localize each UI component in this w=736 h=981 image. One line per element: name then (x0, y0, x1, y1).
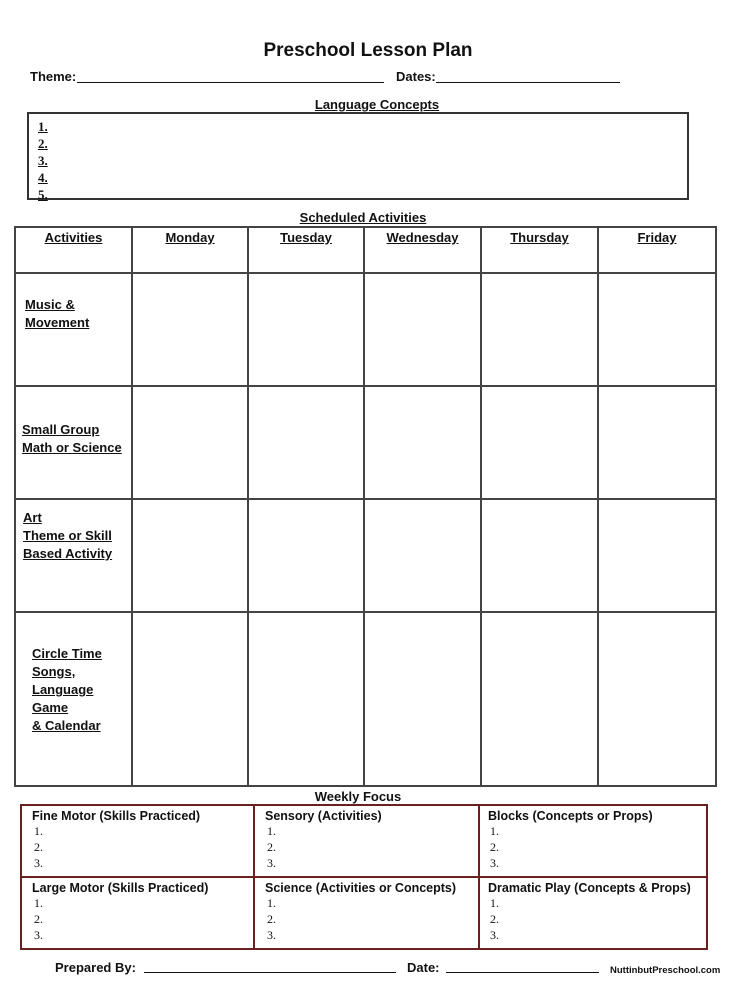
activities-header-cell (15, 227, 132, 273)
weekly-focus-cell[interactable] (479, 877, 707, 949)
weekly-focus-row (21, 805, 707, 877)
weekly-focus-heading: Weekly Focus (314, 789, 402, 804)
weekly-focus-list-item[interactable]: 2. (490, 912, 499, 926)
weekly-focus-list (265, 895, 478, 943)
activity-label-cell (15, 273, 132, 386)
activity-row (15, 499, 716, 612)
language-concept-item[interactable]: 1. (38, 119, 48, 134)
schedule-cell[interactable] (598, 499, 716, 612)
language-concepts-heading: Language Concepts (314, 97, 440, 112)
prepared-by-label: Prepared By: (55, 960, 136, 975)
language-concepts-box (27, 112, 689, 200)
activity-label-cell (15, 386, 132, 499)
schedule-cell[interactable] (364, 386, 481, 499)
weekly-focus-cell-title: Fine Motor (Skills Practiced) (32, 809, 201, 823)
activity-label-line: Art (23, 510, 42, 525)
weekly-focus-list-item[interactable]: 3. (34, 928, 43, 942)
page-title: Preschool Lesson Plan (263, 40, 473, 61)
day-header-cell (248, 227, 364, 273)
schedule-cell[interactable] (132, 612, 248, 786)
schedule-cell[interactable] (248, 612, 364, 786)
weekly-focus-cell-title: Large Motor (Skills Practiced) (32, 881, 209, 895)
weekly-focus-list-item[interactable]: 2. (267, 912, 276, 926)
weekly-focus-list-item[interactable]: 1. (490, 824, 499, 838)
weekly-focus-list-item[interactable]: 1. (267, 824, 276, 838)
scheduled-activities-heading: Scheduled Activities (299, 210, 427, 225)
site-credit: NuttinbutPreschool.com (610, 965, 721, 976)
weekly-focus-cell-title: Science (Activities or Concepts) (265, 881, 457, 895)
weekly-focus-list (32, 895, 253, 943)
weekly-focus-list-item[interactable]: 2. (34, 912, 43, 926)
footer-date-field-line[interactable] (446, 972, 599, 973)
weekly-focus-row (21, 877, 707, 949)
day-column-label: Wednesday (386, 230, 459, 245)
day-header-cell (481, 227, 598, 273)
schedule-cell[interactable] (364, 612, 481, 786)
activities-column-label: Activities (44, 230, 103, 245)
schedule-cell[interactable] (248, 386, 364, 499)
activity-label-line: Based Activity (23, 546, 113, 561)
weekly-focus-cell-title: Dramatic Play (Concepts & Props) (488, 881, 691, 895)
activity-label-line: Movement (25, 315, 90, 330)
day-column-label: Monday (165, 230, 215, 245)
language-concepts-list (29, 114, 687, 203)
schedule-cell[interactable] (248, 273, 364, 386)
schedule-cell[interactable] (248, 499, 364, 612)
language-concept-item[interactable]: 4. (38, 170, 48, 185)
weekly-focus-list (488, 895, 706, 943)
weekly-focus-grid (20, 804, 708, 950)
weekly-focus-list-item[interactable]: 2. (490, 840, 499, 854)
weekly-focus-list (265, 823, 478, 871)
activity-row (15, 386, 716, 499)
schedule-cell[interactable] (481, 273, 598, 386)
schedule-header-row (15, 227, 716, 273)
weekly-focus-list-item[interactable]: 3. (267, 856, 276, 870)
weekly-focus-list-item[interactable]: 3. (267, 928, 276, 942)
activity-label-line: Math or Science (22, 440, 122, 455)
activity-row (15, 612, 716, 786)
language-concept-item[interactable]: 3. (38, 153, 48, 168)
activity-label-line: Language (32, 682, 94, 697)
weekly-focus-list-item[interactable]: 3. (490, 856, 499, 870)
day-header-cell (132, 227, 248, 273)
schedule-cell[interactable] (364, 499, 481, 612)
activity-label-cell (15, 612, 132, 786)
weekly-focus-list-item[interactable]: 1. (34, 824, 43, 838)
schedule-cell[interactable] (598, 612, 716, 786)
weekly-focus-list-item[interactable]: 1. (34, 896, 43, 910)
activity-label-line: Music & (25, 297, 75, 312)
day-column-label: Friday (637, 230, 677, 245)
schedule-cell[interactable] (132, 273, 248, 386)
footer-date-label: Date: (407, 960, 440, 975)
schedule-cell[interactable] (481, 386, 598, 499)
weekly-focus-cell[interactable] (21, 877, 254, 949)
schedule-cell[interactable] (132, 499, 248, 612)
activity-label-line: Theme or Skill (23, 528, 112, 543)
weekly-focus-list-item[interactable]: 2. (34, 840, 43, 854)
schedule-grid (14, 226, 717, 787)
theme-field-line[interactable] (77, 82, 384, 83)
weekly-focus-cell[interactable] (21, 805, 254, 877)
activity-label-cell (15, 499, 132, 612)
theme-label: Theme: (30, 69, 77, 84)
activity-label-line: & Calendar (32, 718, 101, 733)
schedule-cell[interactable] (481, 499, 598, 612)
prepared-by-field-line[interactable] (144, 972, 396, 973)
weekly-focus-list-item[interactable]: 1. (490, 896, 499, 910)
language-concept-item[interactable]: 5. (38, 187, 48, 202)
weekly-focus-cell-title: Sensory (Activities) (265, 809, 382, 823)
activity-label-line: Circle Time (32, 646, 102, 661)
activity-row (15, 273, 716, 386)
weekly-focus-cell[interactable] (479, 805, 707, 877)
activity-label-line: Songs, (32, 664, 76, 679)
day-header-cell (364, 227, 481, 273)
dates-label: Dates: (396, 69, 436, 84)
schedule-cell[interactable] (132, 386, 248, 499)
schedule-cell[interactable] (481, 612, 598, 786)
weekly-focus-list (32, 823, 253, 871)
schedule-cell[interactable] (598, 386, 716, 499)
schedule-cell[interactable] (598, 273, 716, 386)
dates-field-line[interactable] (436, 82, 620, 83)
weekly-focus-cell[interactable] (254, 805, 479, 877)
weekly-focus-list (488, 823, 706, 871)
weekly-focus-cell[interactable] (254, 877, 479, 949)
weekly-focus-list-item[interactable]: 1. (267, 896, 276, 910)
language-concept-item[interactable]: 2. (38, 136, 48, 151)
activity-label-line: Game (32, 700, 69, 715)
activity-label-line: Small Group (22, 422, 100, 437)
day-column-label: Thursday (510, 230, 569, 245)
day-header-cell (598, 227, 716, 273)
weekly-focus-list-item[interactable]: 2. (267, 840, 276, 854)
weekly-focus-cell-title: Blocks (Concepts or Props) (488, 809, 653, 823)
day-column-label: Tuesday (280, 230, 332, 245)
weekly-focus-list-item[interactable]: 3. (34, 856, 43, 870)
schedule-cell[interactable] (364, 273, 481, 386)
weekly-focus-list-item[interactable]: 3. (490, 928, 499, 942)
